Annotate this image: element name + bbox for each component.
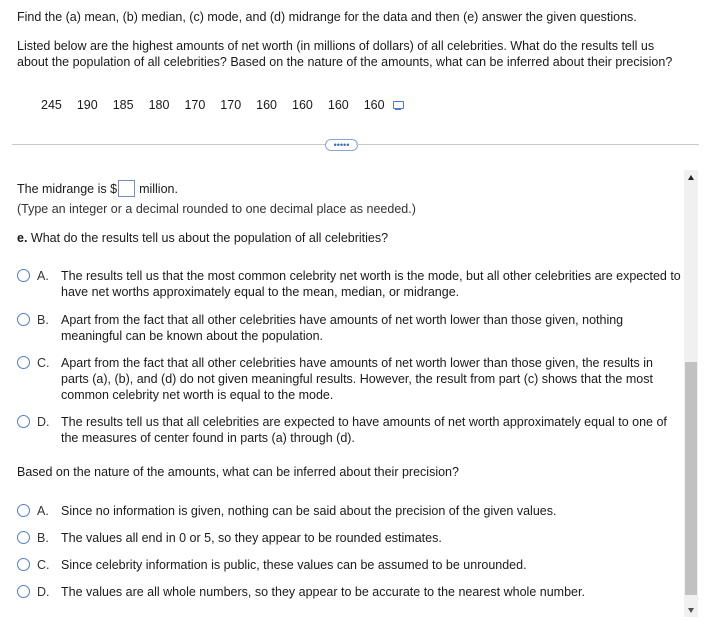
midrange-input[interactable]: [118, 180, 135, 197]
data-values: [41, 98, 404, 112]
radio-button[interactable]: [17, 558, 30, 571]
scrollbar-thumb[interactable]: [685, 362, 697, 595]
problem-description: Listed below are the highest amounts of net worth (in millions of dollars) of all celebrities. What do the results tell us about the population of all celebrities? Based on the nature of the amounts, what can be inferred about their precision?: [17, 39, 673, 69]
data-value: 185: [112, 98, 134, 112]
data-value: 180: [148, 98, 170, 112]
option-letter: A.: [37, 269, 49, 283]
option-text: The values all end in 0 or 5, so they appear to be rounded estimates.: [61, 531, 442, 545]
data-value: 245: [41, 98, 62, 112]
radio-button[interactable]: [17, 531, 30, 544]
data-value: 160: [327, 98, 349, 112]
option-text: The results tell us that the most common celebrity net worth is the mode, but all other celebrities are expected to have net worths approximately equal to the mean, median, or midrange.: [61, 269, 681, 299]
instructions-text: Find the (a) mean, (b) median, (c) mode, and (d) midrange for the data and then (e) answer the given questions.: [17, 10, 637, 24]
question-precision: Based on the nature of the amounts, what can be inferred about their precision?: [17, 465, 459, 479]
option-text: Since celebrity information is public, these values can be assumed to be unrounded.: [61, 558, 527, 572]
data-value: 170: [184, 98, 206, 112]
radio-button[interactable]: [17, 269, 30, 282]
midrange-suffix: million.: [139, 181, 178, 196]
radio-button[interactable]: [17, 504, 30, 517]
option-letter: C.: [37, 558, 50, 572]
option-text: Apart from the fact that all other celebrities have amounts of net worth lower than those given, nothing meaningful can be known about the population.: [61, 313, 624, 343]
option-letter: B.: [37, 531, 49, 545]
expand-more-button[interactable]: •••••: [325, 139, 358, 151]
option-letter: C.: [37, 356, 50, 370]
option-letter: A.: [37, 504, 49, 518]
radio-button[interactable]: [17, 415, 30, 428]
divider: [12, 144, 325, 145]
scroll-down-arrow-icon[interactable]: [684, 603, 698, 617]
scroll-up-arrow-icon[interactable]: [684, 170, 698, 184]
option-text: The values are all whole numbers, so they appear to be accurate to the nearest whole number.: [61, 585, 585, 599]
question-e-label: e.: [17, 231, 28, 245]
radio-button[interactable]: [17, 356, 30, 369]
option-letter: B.: [37, 313, 49, 327]
radio-button[interactable]: [17, 313, 30, 326]
data-value: 160: [256, 98, 278, 112]
option-text: Apart from the fact that all other celebrities have amounts of net worth lower than those given, the results in parts (a), (b), and (d) do not given meaningful results. However, the result from part (c) shows that the most common celebrity net worth is equal to the mode.: [61, 356, 653, 402]
divider: [356, 144, 699, 145]
option-text: The results tell us that all celebrities are expected to have amounts of net worth approximately equal to one of the measures of center found in parts (a) through (d).: [61, 415, 667, 445]
radio-button[interactable]: [17, 585, 30, 598]
data-value: 160: [363, 98, 385, 112]
copy-data-icon[interactable]: [393, 101, 404, 110]
question-e: [17, 230, 388, 246]
answer-format-note: (Type an integer or a decimal rounded to one decimal place as needed.): [17, 202, 416, 216]
data-value: 190: [76, 98, 98, 112]
option-letter: D.: [37, 415, 50, 429]
midrange-prefix: The midrange is $: [17, 181, 118, 196]
option-text: Since no information is given, nothing can be said about the precision of the given values.: [61, 504, 557, 518]
data-value: 170: [220, 98, 242, 112]
midrange-answer-line: [17, 180, 178, 197]
option-letter: D.: [37, 585, 50, 599]
question-e-text: What do the results tell us about the population of all celebrities?: [30, 231, 389, 245]
data-value: 160: [292, 98, 313, 112]
